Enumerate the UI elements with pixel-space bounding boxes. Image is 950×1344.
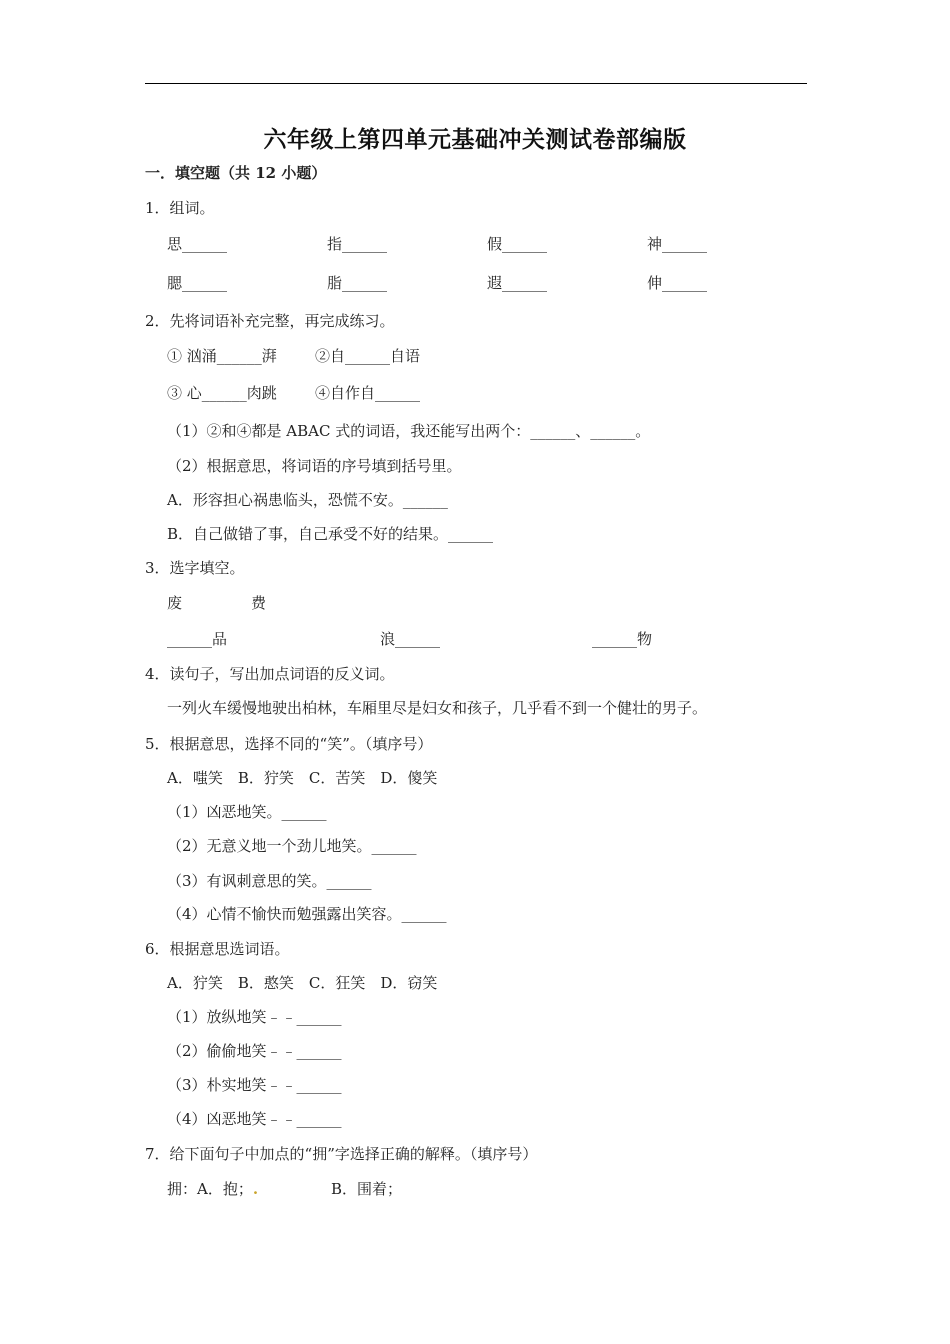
q6-sub: （4）凶恶地笑﹣﹣______ — [167, 1110, 342, 1128]
q5-stem: 5．根据意思，选择不同的“笑”。（填序号） — [145, 735, 433, 753]
q2-word: ① 汹涌______湃 — [167, 347, 277, 365]
q1-item: 腮______ — [167, 274, 228, 292]
q1-item: 指______ — [327, 235, 388, 253]
q1-item: 神______ — [647, 235, 708, 253]
q7-stem: 7．给下面句子中加点的“拥”字选择正确的解释。（填序号） — [145, 1145, 538, 1163]
q1-item: 假______ — [487, 235, 548, 253]
q7-option-a-text: 拥：A．抱； — [167, 1180, 253, 1198]
header-rule — [145, 83, 807, 84]
q3-stem: 3．选字填空。 — [145, 559, 245, 577]
q6-sub: （3）朴实地笑﹣﹣______ — [167, 1076, 342, 1094]
q2-stem: 2．先将词语补充完整，再完成练习。 — [145, 312, 395, 330]
q3-char: 费 — [251, 594, 267, 612]
q2-option-a: A．形容担心祸患临头，恐慌不安。______ — [167, 491, 448, 509]
q3-fill: ______品 — [167, 630, 228, 648]
q5-sub: （2）无意义地一个劲儿地笑。______ — [167, 837, 417, 855]
q5-sub: （1）凶恶地笑。______ — [167, 803, 327, 821]
page-title: 六年级上第四单元基础冲关测试卷部编版 — [263, 126, 687, 153]
q1-item: 遐______ — [487, 274, 548, 292]
q5-options: A．嗤笑 B．狞笑 C．苦笑 D．傻笑 — [167, 769, 438, 787]
section-heading: 一．填空题（共 12 小题） — [145, 164, 327, 182]
q6-options: A．狞笑 B．憨笑 C．狂笑 D．窃笑 — [167, 974, 438, 992]
q6-sub: （1）放纵地笑﹣﹣______ — [167, 1008, 342, 1026]
q6-sub: （2）偷偷地笑﹣﹣______ — [167, 1042, 342, 1060]
q2-option-b: B．自己做错了事，自己承受不好的结果。______ — [167, 525, 494, 543]
q3-fill: ______物 — [592, 630, 653, 648]
q1-item: 脂______ — [327, 274, 388, 292]
q6-stem: 6．根据意思选词语。 — [145, 940, 290, 958]
q3-char: 废 — [167, 594, 183, 612]
q5-sub: （3）有讽刺意思的笑。______ — [167, 872, 372, 890]
q2-sub1: （1）②和④都是 ABAC 式的词语，我还能写出两个：______、______。 — [167, 422, 651, 440]
q7-option-b: B．围着； — [331, 1180, 403, 1198]
emphasis-dot: . — [252, 1180, 259, 1198]
q2-sub2: （2）根据意思，将词语的序号填到括号里。 — [167, 457, 462, 475]
q7-option-a — [167, 1179, 258, 1199]
q1-item: 思______ — [167, 235, 228, 253]
q1-item: 伸______ — [647, 274, 708, 292]
q2-word: ④自作自______ — [315, 384, 421, 402]
q4-sentence: 一列火车缓慢地驶出柏林，车厢里尽是妇女和孩子，几乎看不到一个健壮的男子。 — [167, 699, 708, 717]
q3-fill: 浪______ — [380, 630, 441, 648]
q1-stem: 1．组词。 — [145, 199, 215, 217]
q4-stem: 4．读句子，写出加点词语的反义词。 — [145, 665, 395, 683]
q5-sub: （4）心情不愉快而勉强露出笑容。______ — [167, 905, 447, 923]
q2-word: ③ 心______肉跳 — [167, 384, 277, 402]
q2-word: ②自______自语 — [315, 347, 421, 365]
